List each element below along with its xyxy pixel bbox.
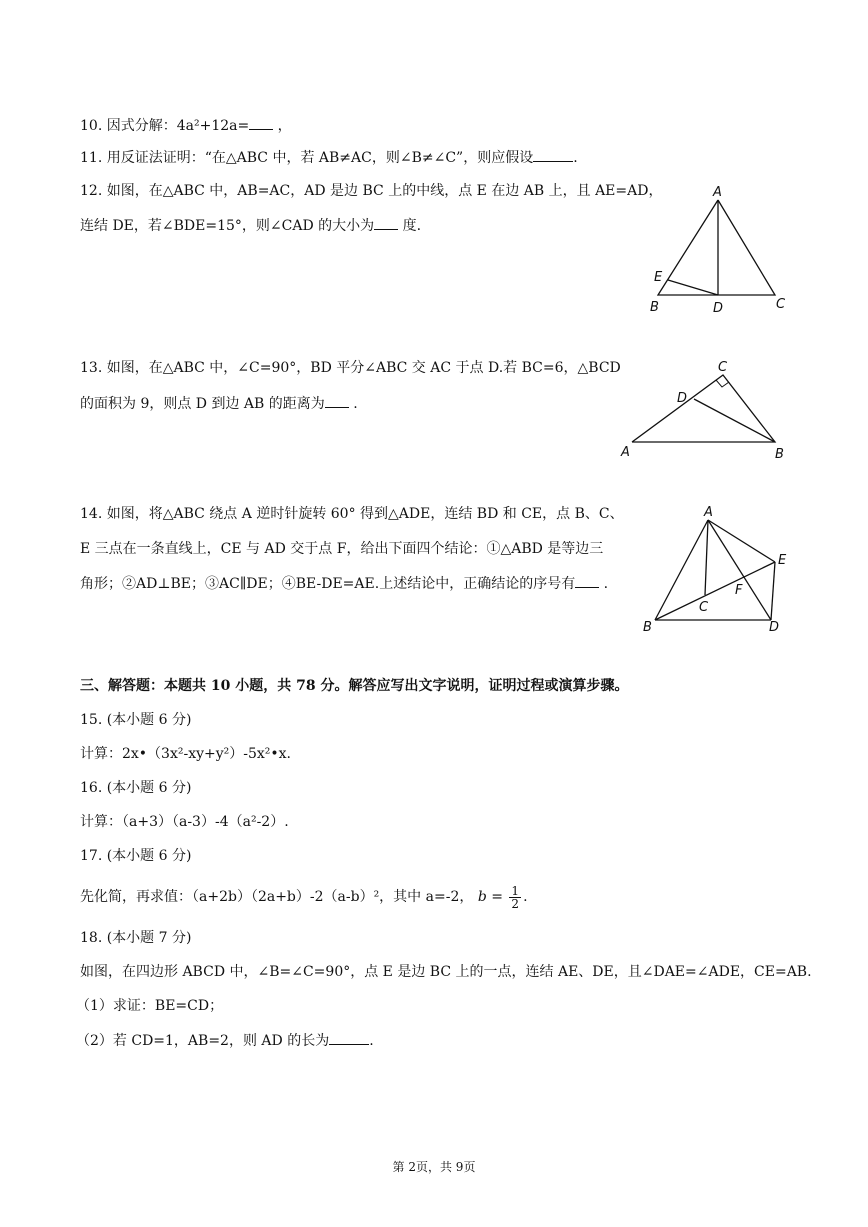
q14-text-2: E 三点在一条直线上，CE 与 AD 交于点 F，给出下面四个结论：①△ABD 是等边三	[80, 541, 604, 557]
label-a: A	[713, 185, 722, 200]
q14-text-3: 角形；②AD⊥BE；③AC∥DE；④BE-DE=AE.上述结论中，正确结论的序号有	[80, 576, 576, 592]
q17-text: 先化简，再求值：（a+2b）（2a+b）-2（a-b）²，其中 a=-2，	[80, 889, 474, 905]
q12-text-2: 连结 DE，若∠BDE=15°，则∠CAD 的大小为	[80, 218, 375, 234]
page-footer: 第 2页，共 9页	[392, 1160, 476, 1174]
q14-number: 14.	[80, 506, 103, 522]
figure-q13	[615, 355, 795, 465]
segment-de	[771, 562, 775, 620]
q15-heading: 15. (本小题 6 分)	[80, 712, 192, 728]
fraction-numerator: 1	[511, 883, 520, 898]
fraction-denominator: 2	[511, 896, 520, 911]
q13-text-1: 如图，在△ABC 中，∠C=90°，BD 平分∠ABC 交 AC 于点 D.若 BC=6，△BCD	[106, 360, 621, 376]
question-14-line-2	[80, 540, 603, 558]
segment-be	[655, 562, 775, 620]
q10-after: ，	[277, 118, 292, 134]
label-f: F	[735, 583, 743, 598]
q18-answer-blank[interactable]	[329, 1031, 369, 1045]
triangle-abc	[658, 200, 775, 295]
question-13-line-1	[80, 359, 621, 377]
segment-de	[668, 280, 718, 295]
q14-answer-blank[interactable]	[575, 574, 599, 588]
figure-q12	[640, 180, 800, 320]
label-e: E	[778, 553, 787, 568]
figure-q14	[635, 500, 825, 640]
q18-text: 如图，在四边形 ABCD 中，∠B=∠C=90°，点 E 是边 BC 上的一点，连结 AE、DE，且∠DAE=∠ADE，CE=AB.	[80, 964, 812, 980]
q17-fraction	[509, 885, 521, 910]
q16-heading: 16. (本小题 6 分)	[80, 780, 192, 796]
label-a: A	[621, 445, 630, 460]
label-c: C	[776, 297, 786, 312]
q17-heading: 17. (本小题 6 分)	[80, 848, 192, 864]
q11-number: 11.	[80, 150, 103, 166]
q18-part-2: （2）若 CD=1，AB=2，则 AD 的长为	[76, 1033, 330, 1049]
segment-bd	[694, 399, 775, 442]
q16-text: 计算：（a+3）（a-3）-4（a²-2）.	[80, 814, 289, 830]
question-14-line-1	[80, 505, 624, 523]
q12-text-1: 如图，在△ABC 中，AB=AC，AD 是边 BC 上的中线，点 E 在边 AB 上，且 AE=AD，	[106, 183, 663, 199]
triangle-abc	[632, 375, 775, 442]
q11-answer-blank[interactable]	[533, 148, 573, 162]
label-e: E	[654, 270, 663, 285]
label-b: B	[775, 447, 784, 462]
q18-part-2-line	[76, 1031, 374, 1050]
segment-ac	[705, 520, 708, 595]
q18-part-1: （1）求证：BE=CD；	[76, 998, 224, 1014]
q13-text-2: 的面积为 9，则点 D 到边 AB 的距离为	[80, 396, 325, 412]
q17-after: .	[523, 889, 528, 905]
label-b: B	[650, 300, 659, 315]
q14-after: .	[603, 576, 609, 592]
q12-number: 12.	[80, 183, 103, 199]
q12-answer-blank[interactable]	[374, 216, 398, 230]
question-12-line-1	[80, 182, 662, 200]
q11-text: 用反证法证明：“在△ABC 中，若 AB≠AC，则∠B≠∠C”，则应假设	[106, 150, 534, 166]
q13-after: .	[353, 396, 358, 412]
section-3-heading: 三、解答题：本题共 10 小题，共 78 分。解答应写出文字说明，证明过程或演算步骤。	[80, 678, 629, 694]
question-11	[80, 148, 578, 167]
q18-heading: 18. (本小题 7 分)	[80, 930, 192, 946]
q13-answer-blank[interactable]	[325, 394, 349, 408]
label-a: A	[704, 505, 713, 520]
question-10	[80, 116, 292, 135]
q13-number: 13.	[80, 360, 103, 376]
question-14-line-3	[80, 574, 608, 593]
segment-ad	[708, 520, 771, 620]
label-c: C	[718, 360, 728, 375]
segment-ae	[708, 520, 775, 562]
q17-line	[80, 882, 528, 912]
question-12-line-2	[80, 216, 421, 235]
label-d: D	[769, 620, 780, 635]
label-d: D	[677, 391, 688, 406]
label-b: B	[643, 620, 652, 635]
q10-answer-blank[interactable]	[249, 116, 273, 130]
q18-part-2-after: .	[369, 1033, 374, 1049]
q12-after: 度.	[402, 218, 422, 234]
label-d: D	[713, 301, 724, 316]
label-c: C	[699, 600, 709, 615]
question-13-line-2	[80, 394, 358, 413]
q10-text: 因式分解：4a²+12a=	[106, 118, 250, 134]
q10-number: 10.	[80, 118, 103, 134]
q11-after: .	[573, 150, 578, 166]
q17-b-label: b =	[477, 889, 503, 905]
q15-text: 计算：2x•（3x²-xy+y²）-5x²•x.	[80, 746, 292, 762]
q14-text-1: 如图，将△ABC 绕点 A 逆时针旋转 60° 得到△ADE，连结 BD 和 CE，点 B、C、	[106, 506, 624, 522]
